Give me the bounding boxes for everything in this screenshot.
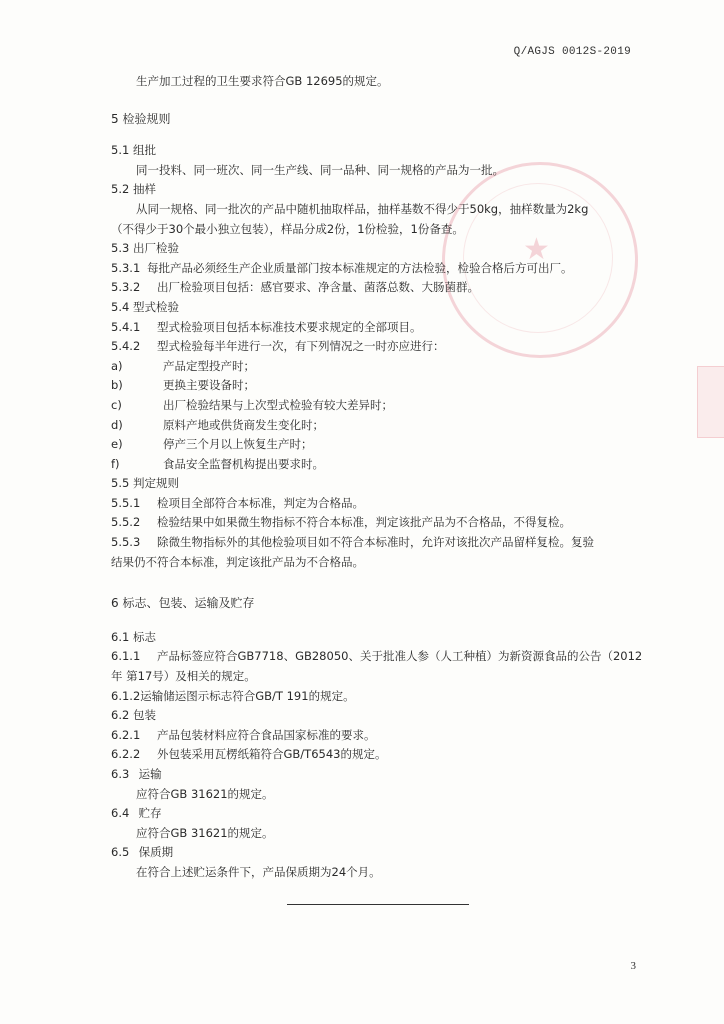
intro-line: 生产加工过程的卫生要求符合GB 12695的规定。 [136,74,389,88]
clause-5-5-1 [111,494,651,514]
list-text: 原料产地或供货商发生变化时； [163,417,324,432]
clause-number: 5.3.1 [111,260,141,275]
clause-6-2-2 [111,745,651,765]
company-seal: ★ [442,162,638,358]
list-item-d [111,416,651,436]
section-6-5-title [111,843,651,863]
page-number: 3 [630,960,636,972]
list-item-e [111,435,651,455]
clause-text: 出厂检验项目包括：感官要求、净含量、菌落总数、大肠菌群。 [157,280,479,295]
clause-6-1-2: 6.1.2运输储运图示标志符合GB/T 191的规定。 [111,688,355,703]
section-6-3-text: 应符合GB 31621的规定。 [136,786,274,801]
section-number: 6.4 [111,806,130,821]
clause-number: 5.5.3 [111,535,141,550]
clause-text: 除微生物指标外的其他检验项目如不符合本标准时，允许对该批次产品留样复检。复验 [157,535,594,550]
list-label: a) [111,358,123,373]
section-6-1-title: 6.1 标志 [111,629,156,644]
section-5-3-title: 5.3 出厂检验 [111,241,179,256]
clause-text: 产品标签应符合GB7718、GB28050、关于批准人参（人工种植）为新资源食品的公告（2012 [157,649,643,664]
list-item-c [111,396,651,416]
list-label: e) [111,437,123,452]
section-heading: 运输 [138,767,162,781]
section-5-title: 5 检验规则 [111,111,171,126]
section-5-2-title: 5.2 抽样 [111,182,156,197]
list-text: 食品安全监督机构提出要求时。 [163,456,324,471]
clause-number: 6.2.2 [111,747,141,762]
clause-number: 5.3.2 [111,280,141,295]
list-text: 产品定型投产时； [163,358,255,373]
clause-number: 5.5.2 [111,515,141,530]
section-heading: 保质期 [138,845,174,860]
section-5-1-title: 5.1 组批 [111,143,156,158]
section-5-1-text: 同一投料、同一班次、同一生产线、同一品种、同一规格的产品为一批。 [136,162,504,177]
list-text: 更换主要设备时； [163,378,255,393]
section-6-4-title [111,804,651,824]
clause-5-3-2 [111,278,651,298]
clause-6-1-1-cont: 年 第17号）及相关的规定。 [111,669,256,684]
clause-text: 型式检验每半年进行一次，有下列情况之一时亦应进行： [157,339,445,354]
clause-number: 6.2.1 [111,727,141,742]
section-6-3-title [111,765,651,785]
document-body [111,72,651,883]
end-rule [287,904,469,905]
list-item-f [111,455,651,475]
clause-text: 型式检验项目包括本标准技术要求规定的全部项目。 [157,319,422,334]
clause-5-5-2 [111,513,651,533]
document-code: Q/AGJS 0012S-2019 [513,46,631,58]
list-text: 停产三个月以上恢复生产时； [163,437,313,452]
clause-number: 5.4.1 [111,319,141,334]
clause-5-4-1 [111,318,651,338]
section-heading: 贮存 [138,806,162,821]
section-number: 6.3 [111,767,130,781]
clause-text: 检验结果中如果微生物指标不符合本标准，判定该批产品为不合格品，不得复检。 [157,515,571,530]
clause-number: 5.5.1 [111,495,141,510]
section-number: 6.5 [111,845,130,860]
list-label: f) [111,456,120,471]
list-label: b) [111,378,123,393]
section-6-title: 6 标志、包装、运输及贮存 [111,596,255,611]
clause-number: 5.4.2 [111,339,141,354]
clause-5-5-3 [111,533,651,553]
section-5-2-line1: 从同一规格、同一批次的产品中随机抽取样品，抽样基数不得少于50kg，抽样数量为2kg [136,201,589,216]
edge-seal [697,366,724,438]
section-5-4-title: 5.4 型式检验 [111,299,179,314]
list-label: d) [111,417,123,432]
clause-number: 6.1.1 [111,649,141,664]
clause-5-4-2 [111,337,651,357]
section-5-5-title: 5.5 判定规则 [111,476,179,491]
clause-text: 每批产品必须经生产企业质量部门按本标准规定的方法检验，检验合格后方可出厂。 [147,260,573,275]
clause-6-1-1 [111,647,651,667]
list-item-a [111,357,651,377]
clause-6-2-1 [111,726,651,746]
section-5-2-line2: （不得少于30个最小独立包装），样品分成2份，1份检验，1份备查。 [111,221,464,236]
section-6-2-title: 6.2 包装 [111,708,156,723]
section-6-5-text: 在符合上述贮运条件下，产品保质期为24个月。 [136,864,381,879]
clause-5-5-3-cont: 结果仍不符合本标准，判定该批产品为不合格品。 [111,554,364,569]
clause-text: 产品包装材料应符合食品国家标准的要求。 [157,727,376,742]
list-item-b [111,376,651,396]
list-text: 出厂检验结果与上次型式检验有较大差异时； [163,397,393,412]
clause-text: 外包装采用瓦楞纸箱符合GB/T6543的规定。 [157,747,387,762]
section-6-4-text: 应符合GB 31621的规定。 [136,825,274,840]
list-label: c) [111,397,122,412]
clause-text: 检项目全部符合本标准，判定为合格品。 [157,495,364,510]
clause-5-3-1 [111,259,651,279]
